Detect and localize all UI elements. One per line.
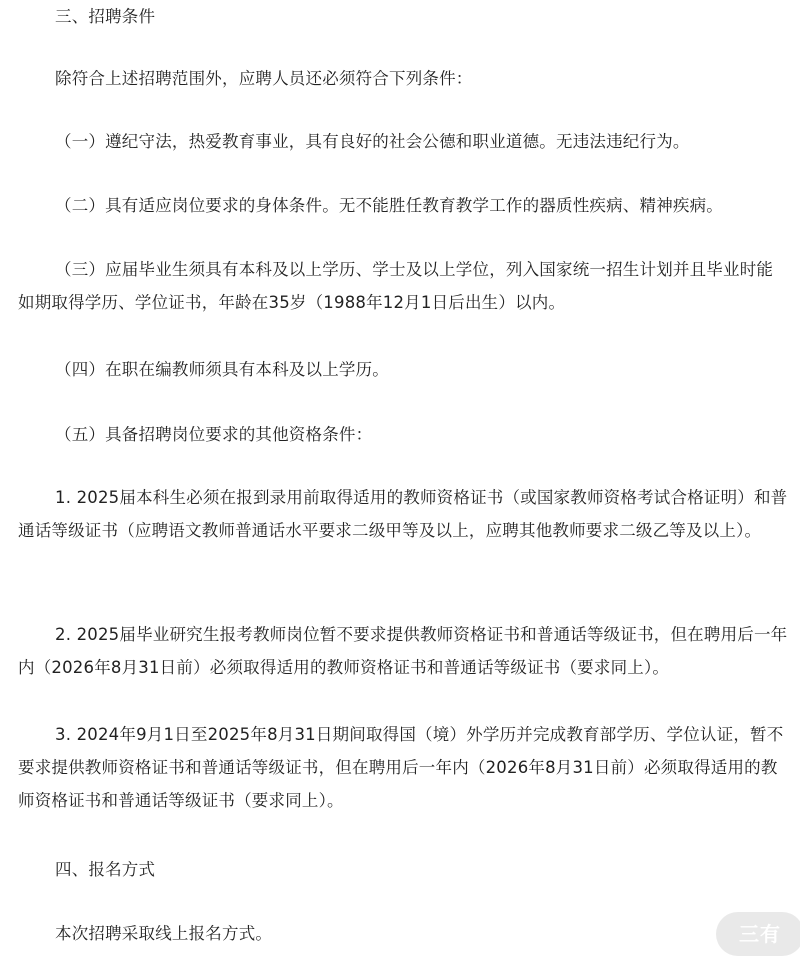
qualification-item-1: 1. 2025届本科生必须在报到录用前取得适用的教师资格证书（或国家教师资格考试合格证明）和普通话等级证书（应聘语文教师普通话水平要求二级甲等及以上，应聘其他教师要求二级乙等及以上）。 [18, 488, 788, 540]
section-heading-conditions: 三、招聘条件 [55, 7, 156, 26]
condition-3: （三）应届毕业生须具有本科及以上学历、学士及以上学位，列入国家统一招生计划并且毕业时能如期取得学历、学位证书，年龄在35岁（1988年12月1日后出生）以内。 [18, 260, 774, 312]
section-heading-signup: 四、报名方式 [55, 860, 156, 879]
signup-method: 本次招聘采取线上报名方式。 [55, 924, 273, 943]
qualification-item-3: 3. 2024年9月1日至2025年8月31日期间取得国（境）外学历并完成教育部学历、学位认证，暂不要求提供教师资格证书和普通话等级证书，但在聘用后一年内（2026年8月31日前）必须取得适用的教师资格证书和普通话等级证书（要求同上）。 [18, 725, 784, 810]
condition-2: （二）具有适应岗位要求的身体条件。无不能胜任教育教学工作的器质性疾病、精神疾病。 [55, 196, 723, 215]
condition-4: （四）在职在编教师须具有本科及以上学历。 [55, 360, 389, 379]
watermark-logo: 三有 [716, 912, 800, 956]
condition-5: （五）具备招聘岗位要求的其他资格条件： [55, 425, 373, 444]
qualification-item-2: 2. 2025届毕业研究生报考教师岗位暂不要求提供教师资格证书和普通话等级证书，但在聘用后一年内（2026年8月31日前）必须取得适用的教师资格证书和普通话等级证书（要求同上）。 [18, 625, 788, 677]
condition-1: （一）遵纪守法，热爱教育事业，具有良好的社会公德和职业道德。无违法违纪行为。 [55, 132, 690, 151]
conditions-intro: 除符合上述招聘范围外，应聘人员还必须符合下列条件： [55, 69, 473, 88]
